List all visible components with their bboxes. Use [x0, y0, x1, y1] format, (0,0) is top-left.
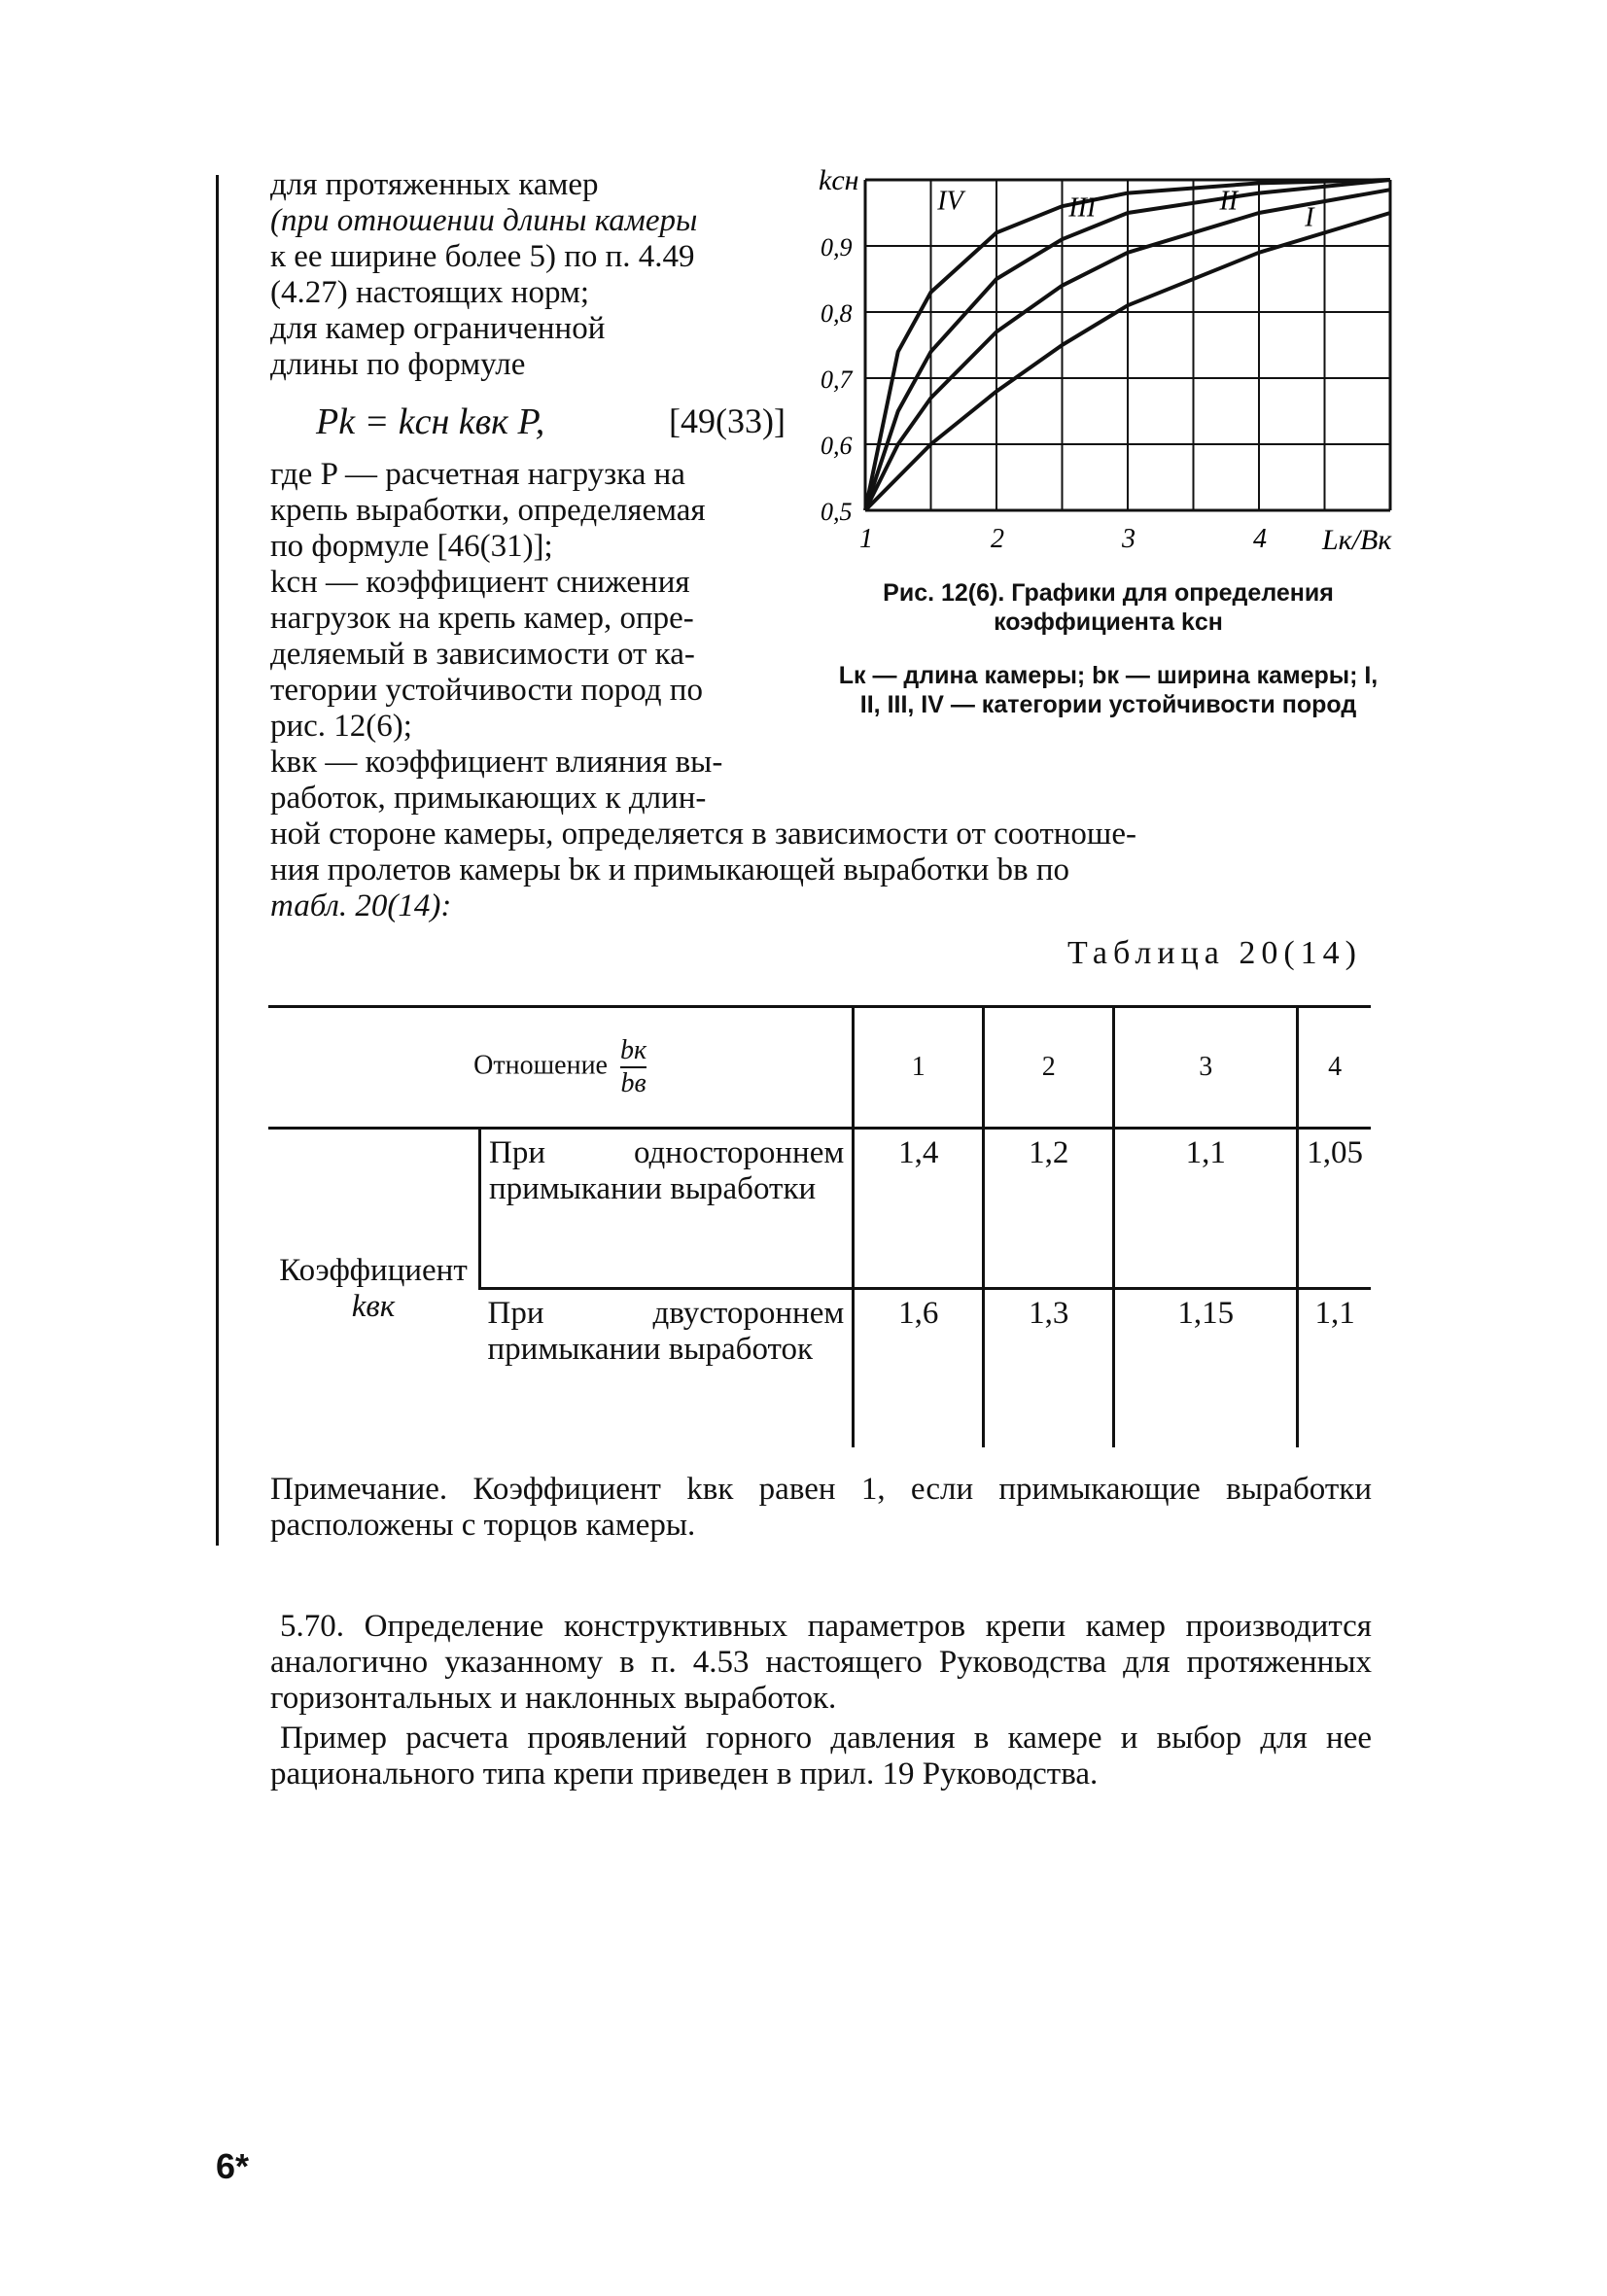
table-cell: 1,2 [984, 1129, 1114, 1289]
paragraph-example: Пример расчета проявлений горного давления в камере и выбор для нее рационального типа крепи приведен в прил. 19 Руководства. [270, 1721, 1372, 1792]
y-axis-label: kсн [819, 164, 859, 196]
formula-number: [49(33)] [669, 401, 786, 440]
text-line: деляемый в зависимости от ка- [270, 637, 695, 672]
fraction-denominator: bв [620, 1068, 646, 1098]
text-line: длины по формуле [270, 347, 526, 382]
column-header: 2 [984, 1007, 1114, 1129]
table-cell: 1,1 [1298, 1289, 1371, 1448]
paragraph-5-70: 5.70. Определение конструктивных параметров крепи камер производится аналогично указанному в п. 4.53 настоящего Руководства для протяженных горизонтальных и наклонных выработок. [270, 1609, 1372, 1716]
column-header: 4 [1298, 1007, 1371, 1129]
x-tick-label: 4 [1253, 524, 1267, 554]
x-axis-label: Lк/Bк [1322, 524, 1392, 556]
table-header-row [268, 1007, 1371, 1129]
text-line: табл. 20(14): [270, 888, 452, 923]
figure-legend: Lк — длина камеры; bк — ширина камеры; I, II, III, IV — категории устойчивости пород [838, 662, 1379, 718]
full-text [270, 817, 1372, 924]
column-header: 3 [1114, 1007, 1298, 1129]
series-label-iv: IV [937, 186, 963, 217]
text-line: ния пролетов камеры bк и примыкающей выработки bв по [270, 852, 1070, 887]
series-label-ii: II [1219, 186, 1239, 217]
table-cell: 1,15 [1114, 1289, 1298, 1448]
text-line: kвк — коэффициент влияния вы- [270, 745, 723, 780]
text-line: работок, примыкающих к длин- [270, 781, 707, 816]
text-line: (при отношении длины камеры [270, 203, 698, 238]
y-tick-label: 0,7 [821, 365, 853, 394]
series-label-i: I [1305, 202, 1314, 233]
x-tick-label: 2 [991, 524, 1004, 554]
definitions [270, 457, 786, 817]
text-line: нагрузок на крепь камер, опре- [270, 601, 694, 636]
table-cell: 1,6 [854, 1289, 984, 1448]
row-group: Коэффициент [279, 1252, 468, 1288]
text-line: для протяженных камер [270, 167, 599, 202]
table-row [268, 1129, 1371, 1289]
table-cell: 1,1 [1114, 1129, 1298, 1289]
text-line: рис. 12(6); [270, 709, 412, 744]
header-fraction [620, 1035, 646, 1099]
margin-line [216, 175, 219, 1546]
header-label: Отношение [473, 1050, 608, 1081]
coefficient-table [268, 1005, 1371, 1447]
text-line: где P — расчетная нагрузка на [270, 457, 685, 492]
formula: Pk = kсн kвк P, [316, 401, 545, 442]
table-cell: 1,05 [1298, 1129, 1371, 1289]
y-tick-label: 0,8 [821, 299, 853, 328]
text-line: тегории устойчивости пород по [270, 673, 703, 708]
table-cell: 1,3 [984, 1289, 1114, 1448]
text-line: (4.27) настоящих норм; [270, 275, 590, 310]
row-label: При двустороннем примыкании выработок [480, 1289, 854, 1448]
kcn-chart [817, 160, 1400, 569]
y-tick-label: 0,5 [821, 498, 853, 526]
figure-caption: Рис. 12(6). Графики для определения коэффициента kсн [883, 579, 1334, 636]
table-caption: Таблица 20(14) [1066, 935, 1362, 971]
row-label: При одностороннем примыкании выработки [480, 1129, 854, 1289]
y-tick-label: 0,9 [821, 233, 853, 261]
x-tick-label: 1 [859, 524, 873, 554]
left-text [270, 167, 786, 383]
series-label-iii: III [1068, 192, 1097, 224]
row-group-symbol: kвк [351, 1288, 396, 1324]
header-ratio [268, 1007, 854, 1129]
text-line: для камер ограниченной [270, 311, 606, 346]
table-note: Примечание. Коэффициент kвк равен 1, если примыкающие выработки расположены с торцов камеры. [270, 1472, 1372, 1543]
text-line: ной стороне камеры, определяется в зависимости от соотноше- [270, 817, 1136, 852]
table-cell: 1,4 [854, 1129, 984, 1289]
column-header: 1 [854, 1007, 984, 1129]
y-tick-label: 0,6 [821, 432, 853, 460]
x-tick-label: 3 [1122, 524, 1135, 554]
text-line: kсн — коэффициент снижения [270, 565, 690, 600]
fraction-numerator: bк [620, 1035, 646, 1068]
text-line: по формуле [46(31)]; [270, 529, 553, 564]
text-line: к ее ширине более 5) по п. 4.49 [270, 239, 695, 274]
text-line: крепь выработки, определяемая [270, 493, 706, 528]
page-number: 6* [216, 2146, 250, 2186]
row-group-label [268, 1129, 480, 1448]
